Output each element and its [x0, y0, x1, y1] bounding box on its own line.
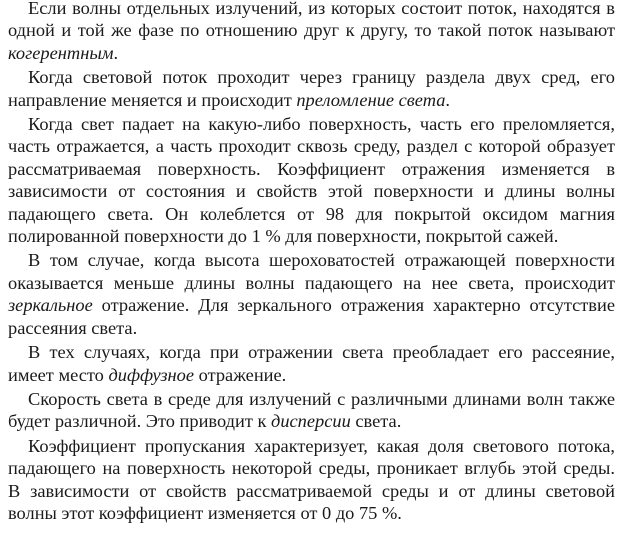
paragraph-reflection-coefficient	[8, 113, 615, 247]
text-segment: .	[113, 42, 119, 63]
term-coherent: когерентным	[8, 42, 114, 63]
document-page	[8, 0, 615, 526]
text-segment: Когда световой поток проходит через границу раздела двух сред, его направление меняется и происходит	[8, 67, 615, 110]
paragraph-coherent	[8, 0, 615, 64]
paragraph-refraction	[8, 66, 615, 111]
term-dispersion: дисперсии	[271, 411, 351, 432]
text-segment: В том случае, когда высота шероховатостей отражающей поверхности оказывается меньше длины волны падающего на нее света, происходит	[8, 250, 615, 293]
text-segment: .	[445, 89, 451, 110]
paragraph-transmission	[8, 435, 615, 525]
text-segment: Если волны отдельных излучений, из которых состоит поток, находятся в одной и той же фазе по отношению друг к другу, то такой поток называют	[8, 0, 615, 41]
text-segment: Скорость света в среде для излучений с различными длинами волн также будет различной. Это приводит к	[8, 388, 615, 432]
paragraph-dispersion	[8, 388, 615, 433]
text-segment: Коэффициент пропускания характеризует, какая доля светового потока, падающего на поверхность некоторой среды, проникает вглубь этой среды. В зависимости от свойств рассматриваемой среды и от длины световой волны этот коэффициент изменяется от 0 до 75 %.	[8, 435, 615, 523]
text-segment: В тех случаях, когда при отражении света преобладает его рассеяние, имеет место	[8, 342, 615, 385]
paragraph-specular	[8, 249, 615, 339]
text-segment: отражение.	[194, 364, 287, 385]
text-segment: Когда свет падает на какую-либо поверхность, часть его преломляется, часть отражается, а часть проходит сквозь среду, раздел с которой образует рассматриваемая поверхность. Коэффициент отражения изменяется в зависимости от состояния и свойств этой поверхности и длины волны падающего света. Он колеблется от 98 для покрытой оксидом магния полированной поверхности до 1 % для поверхности, покрытой сажей.	[8, 114, 615, 247]
text-segment: отражение. Для зеркального отражения характерно отсутствие рассеяния света.	[8, 295, 615, 338]
term-specular: зеркальное	[8, 295, 93, 316]
term-diffuse: диффузное	[108, 364, 195, 385]
text-segment: света.	[350, 411, 402, 432]
paragraph-diffuse	[8, 341, 615, 386]
term-refraction: преломление света	[296, 89, 446, 110]
